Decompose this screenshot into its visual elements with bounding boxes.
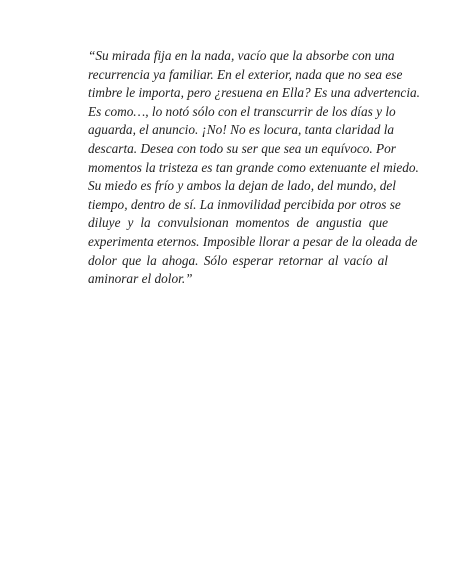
- paragraph-line: descarta. Desea con todo su ser que sea un equívoco. Por: [88, 140, 396, 156]
- paragraph-line: Es como…, lo notó sólo con el transcurrir de los días y lo: [88, 103, 396, 119]
- paragraph-line: momentos la tristeza es tan grande como extenuante el miedo.: [88, 159, 419, 175]
- paragraph-line: recurrencia ya familiar. En el exterior, nada que no sea ese: [88, 66, 403, 82]
- paragraph-line: diluye y la convulsionan momentos de angustia que: [88, 215, 388, 231]
- paragraph-line: tiempo, dentro de sí. La inmovilidad percibida por otros se: [88, 196, 401, 212]
- quoted-paragraph: [88, 47, 420, 289]
- paragraph-line: timbre le importa, pero ¿resuena en Ella? Es una advertencia.: [88, 85, 420, 101]
- paragraph-line: experimenta eternos. Imposible llorar a pesar de la oleada de: [88, 233, 418, 249]
- paragraph-line: “Su mirada fija en la nada, vacío que la absorbe con una: [88, 48, 395, 63]
- paragraph-line: Su miedo es frío y ambos la dejan de lado, del mundo, del: [88, 178, 397, 194]
- paragraph-line: dolor que la ahoga. Sólo esperar retornar al vacío al: [88, 252, 388, 268]
- paragraph-line: aguarda, el anuncio. ¡No! No es locura, tanta claridad la: [88, 122, 395, 138]
- paragraph-line: aminorar el dolor.”: [88, 271, 193, 287]
